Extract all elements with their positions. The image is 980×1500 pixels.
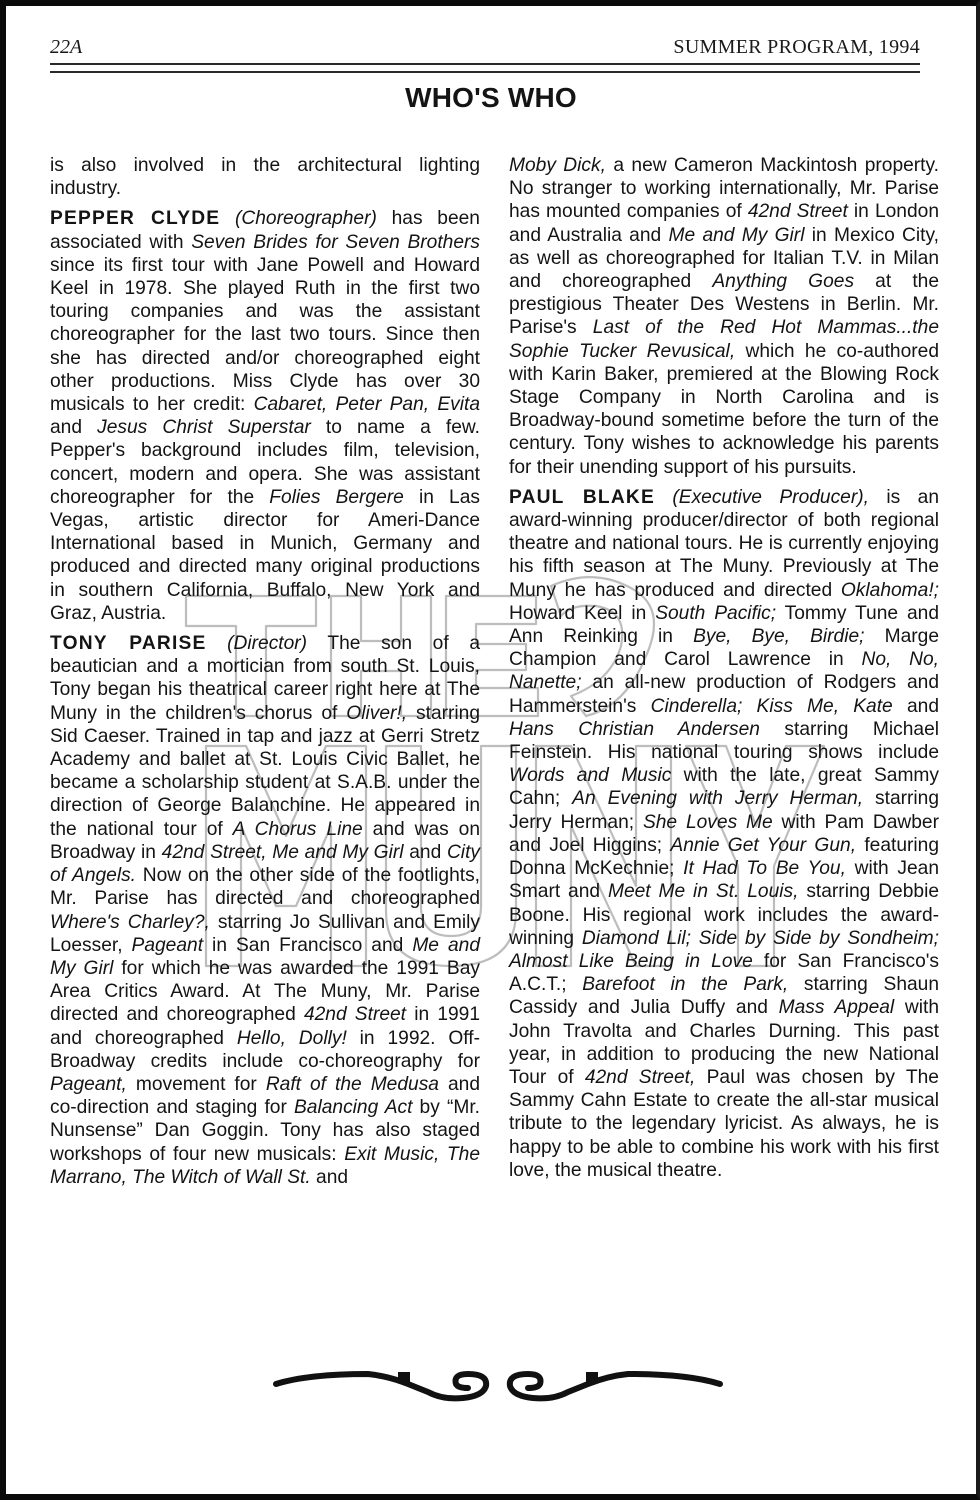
italic-title: An Evening with Jerry Herman, [572, 788, 864, 810]
italic-title: Exit Music, The Marrano, The Witch of Wall St. [50, 1143, 480, 1188]
text-run: Marge Champion and Carol Lawrence in [509, 626, 940, 671]
bio-name: PEPPER CLYDE [50, 208, 221, 230]
section-title: WHO'S WHO [405, 82, 577, 113]
bio-role: (Executive Producer), [672, 486, 869, 508]
text-run: which he co-authored with Karin Baker, premiered at the Blowing Rock Stage Company in North Carolina and is Broadway-bound sometime before the turn of the century. Tony wishes to acknowledge his parents for their unending support of his pursuits. [509, 340, 939, 478]
text-run: in 1992. Off-Broadway credits include co-choreography for [50, 1027, 480, 1072]
left-column [50, 154, 480, 1196]
italic-title: Balancing Act [294, 1097, 413, 1119]
text-run: by “Mr. Nunsense” Dan Goggin. Tony has also staged workshops of four new musicals: [50, 1097, 480, 1165]
right-column [509, 154, 939, 1189]
italic-title: City of Angels. [50, 841, 480, 887]
text-run: and was on Broadway in [50, 818, 480, 863]
italic-title: Pageant, [50, 1073, 127, 1095]
italic-title: Raft of the Medusa [265, 1073, 439, 1095]
page-number: 22A [50, 36, 83, 58]
bio-body [509, 487, 939, 1181]
running-header [50, 36, 920, 62]
italic-title: Hello, Dolly! [236, 1027, 347, 1049]
italic-title: Jesus Christ Superstar [97, 417, 311, 439]
bio-name: PAUL BLAKE [509, 486, 655, 508]
italic-title: Words and Music [509, 765, 672, 787]
text-run: Tommy Tune and Ann Reinking in [509, 602, 939, 648]
text-run: with Jean Smart and [509, 858, 939, 903]
text-run: featuring Donna McKechnie; [509, 834, 939, 880]
italic-title: Seven Brides for Seven Brothers [191, 231, 480, 253]
text-run: Howard Keel in [509, 602, 656, 624]
italic-title: Me and My Girl [50, 934, 480, 979]
text-run: a new Cameron Mackintosh property. No stranger to working internationally, Mr. Parise has mounted companies of [509, 155, 940, 223]
text-run: and [50, 417, 98, 439]
italic-title: Folies Bergere [269, 486, 404, 508]
text-run: starring Jerry Herman; [509, 788, 940, 833]
continuation-paragraph: is also involved in the architectural lighting industry. [50, 155, 480, 200]
text-run: in Mexico City, as well as choreographed for Italian T.V. in Milan and choreographed [509, 224, 940, 293]
italic-title: 42nd Street, [584, 1066, 696, 1088]
text-run: since its first tour with Jane Powell and Howard Keel in 1978. She played Ruth in the first two touring companies and was the assistant choreographer for the last two tours. Since then she has directed and/or choreographed eight other productions. Miss Clyde has over 30 musicals to her credit: [50, 254, 480, 416]
text-run: in San Francisco and [203, 934, 413, 956]
italic-title: Me and My Girl [668, 224, 805, 246]
bio-role: (Director) [227, 633, 308, 655]
text-run: is an award-winning producer/director of both regional theatre and national tours. He is currently enjoying his fifth season at The Muny. Previously at The Muny he has produced and directed [509, 486, 939, 601]
text-run: with John Travolta and Charles Durning. This past year, in addition to producing the new National Tour of [509, 997, 939, 1088]
italic-title: No, No, Nanette; [509, 649, 939, 694]
text-run: starring Debbie Boone. His regional work includes the award-winning [509, 881, 939, 949]
italic-title: Diamond Lil; Side by Side by Sondheim; Almost Like Being in Love [509, 927, 939, 972]
italic-title: Bye, Bye, Birdie; [693, 626, 865, 648]
italic-title: Oklahoma!; [840, 579, 939, 601]
italic-title: Meet Me in St. Louis, [607, 881, 799, 903]
text-run: starring Sid Caeser. Trained in tap and jazz at Gerri Stretz Academy and ballet at St. Louis Civic Ballet, he became a scholarship student at S.A.B. under the direction of George Balanchine. He appeared in the national tour of [50, 702, 480, 840]
text-run: in 1991 and choreographed [50, 1004, 481, 1049]
bio-name: TONY PARISE [50, 633, 207, 655]
text-run: in Las Vegas, artistic director for Ameri-Dance International based in Munich, Germany and produced and directed many original productions in southern California, Buffalo, New York and Graz, Austria. [50, 486, 480, 624]
text-run: with Pam Dawber and Joel Higgins; [509, 811, 939, 856]
italic-title: Mass Appeal [778, 997, 895, 1019]
header-rule-bottom [50, 71, 920, 73]
bio-body [50, 208, 480, 623]
text-run: at the prestigious Theater Des Westens in Berlin. Mr. Parise's [509, 271, 939, 339]
italic-title: Pageant [131, 934, 204, 956]
bio-body [509, 155, 939, 478]
italic-title: Annie Get Your Gun, [670, 834, 857, 856]
text-run: an all-new production of Rodgers and Hammerstein's [509, 672, 939, 717]
header-rule-top [50, 63, 920, 65]
italic-title: Cinderella; Kiss Me, Kate [650, 695, 893, 717]
italic-title: It Had To Be You, [683, 858, 846, 880]
text-run: with the late, great Sammy Cahn; [509, 765, 940, 810]
italic-title: Where's Charley?, [50, 911, 210, 933]
italic-title: Anything Goes [712, 271, 855, 293]
bio-role: (Choreographer) [235, 208, 377, 230]
text-run: starring Michael Feinstein. His national touring shows include [509, 718, 940, 764]
text-run: to name a few. Pepper's background includes film, television, concert, modern and opera. She was assistant choreographer for the [50, 417, 480, 508]
text-run: Now on the other side of the footlights, Mr. Parise has directed and choreographed [50, 865, 480, 910]
text-run: Paul was chosen by The Sammy Cahn Estate to create the all-star musical tribute to the legendary lyricist. As always, he is happy to be able to combine his work with his first love, the musical theatre. [509, 1066, 939, 1181]
text-run: and [310, 1166, 349, 1188]
italic-title: 42nd Street [303, 1004, 407, 1026]
text-run: starring Jo Sullivan and Emily Loesser, [50, 911, 480, 956]
publication-title: SUMMER PROGRAM, 1994 [673, 36, 920, 58]
italic-title: She Loves Me [642, 811, 773, 833]
italic-title: 42nd Street [747, 201, 848, 223]
continuation-paragraph [509, 154, 939, 479]
italic-title: Hans Christian Andersen [509, 718, 760, 740]
italic-title: 42nd Street, Me and My Girl [161, 841, 404, 863]
text-run: The son of a beautician and a mortician from south St. Louis, Tony began his theatrical career right here at The Muny in the children's chorus of [50, 633, 480, 724]
text-run: for which he was awarded the 1991 Bay Area Critics Award. At The Muny, Mr. Parise directed and choreographed [50, 957, 480, 1026]
text-run: and [892, 695, 939, 717]
bio-paul-blake [509, 486, 939, 1182]
italic-title: Barefoot in the Park, [582, 974, 789, 996]
text-run: has been associated with [50, 208, 480, 253]
text-run: starring Shaun Cassidy and Julia Duffy and [509, 974, 940, 1019]
text-run: for San Francisco's A.C.T.; [509, 950, 940, 996]
italic-title: Last of the Red Hot Mammas...the Sophie Tucker Revusical, [509, 317, 939, 362]
italic-title: Cabaret, Peter Pan, Evita [253, 394, 480, 416]
text-run: movement for [126, 1073, 266, 1095]
italic-title: South Pacific; [655, 602, 777, 624]
bio-body [50, 633, 480, 1188]
italic-title: A Chorus Line [232, 818, 363, 840]
text-run: and [403, 841, 447, 863]
text-run: and co-direction and staging for [50, 1073, 480, 1119]
bio-tony-parise [50, 632, 480, 1189]
scroll-flourish-ornament-icon [268, 1362, 728, 1412]
italic-title: Moby Dick, [509, 155, 606, 176]
text-run: in London and Australia and [509, 201, 939, 246]
bio-pepper-clyde [50, 207, 480, 625]
italic-title: Oliver!, [346, 702, 408, 724]
